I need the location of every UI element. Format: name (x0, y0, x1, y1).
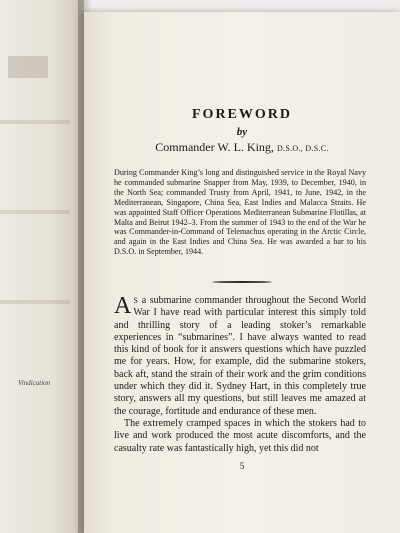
bleed-through-mark (8, 56, 48, 78)
left-page (0, 0, 84, 533)
left-page-running-text: Vindication (18, 379, 51, 387)
paragraph (114, 295, 366, 418)
divider-rule (212, 281, 272, 283)
bleed-through-line (0, 210, 70, 214)
author-name: Commander W. L. King, (155, 140, 274, 154)
drop-cap-continuation: S (133, 296, 139, 305)
by-line: by (236, 126, 248, 138)
book-page (84, 12, 400, 533)
paragraph: The extremely cramped spaces in which the stokers had to live and work produced the most acute discomforts, and the casualty rate was fantastically high, yet this did not (114, 417, 366, 454)
page-title: FOREWORD (192, 107, 292, 122)
bleed-through-line (0, 300, 70, 304)
author-bio: During Commander King’s long and distinguished service in the Royal Navy he commanded submarine Snapper from May, 1939, to December, 1940, in the North Sea; commanded Trusty from April, 1941, to June, 1942, in the Mediterranean, Singapore, China Sea, East Indies and Malacca Straits. He was appointed Staff Officer Operations Mediterranean Submarine Flotillas, at Malta and Beirut 1942–3. From the summer of 1943 to the end of the War he was Commander-in-Command of Telemachus operating in the Arctic Circle, and again in the East Indies and China Sea. He was awarded a bar to his D.S.O. in September, 1944. (114, 168, 366, 257)
page-number: 5 (239, 461, 245, 471)
paragraph-text: a submarine commander throughout the Second World War I have read with particular interest this simply told and thrilling story of a leading stoker’s remarkable experiences in “submarines”. I have always wanted to read this kind of book for it answers questions which have puzzled me for years. How, for example, did the submarine stokers, back aft, stand the strain of their work and the grim conditions under which they did it. Sydney Hart, in this completely true story, answers all my questions, but still leaves me amazed at the courage, fortitude and endurance of these men. (114, 295, 367, 417)
foreword-body (114, 295, 366, 455)
author-line (84, 140, 400, 155)
author-honours: D.S.O., D.S.C. (276, 144, 329, 153)
bleed-through-line (0, 120, 70, 124)
drop-cap: A (114, 293, 132, 319)
